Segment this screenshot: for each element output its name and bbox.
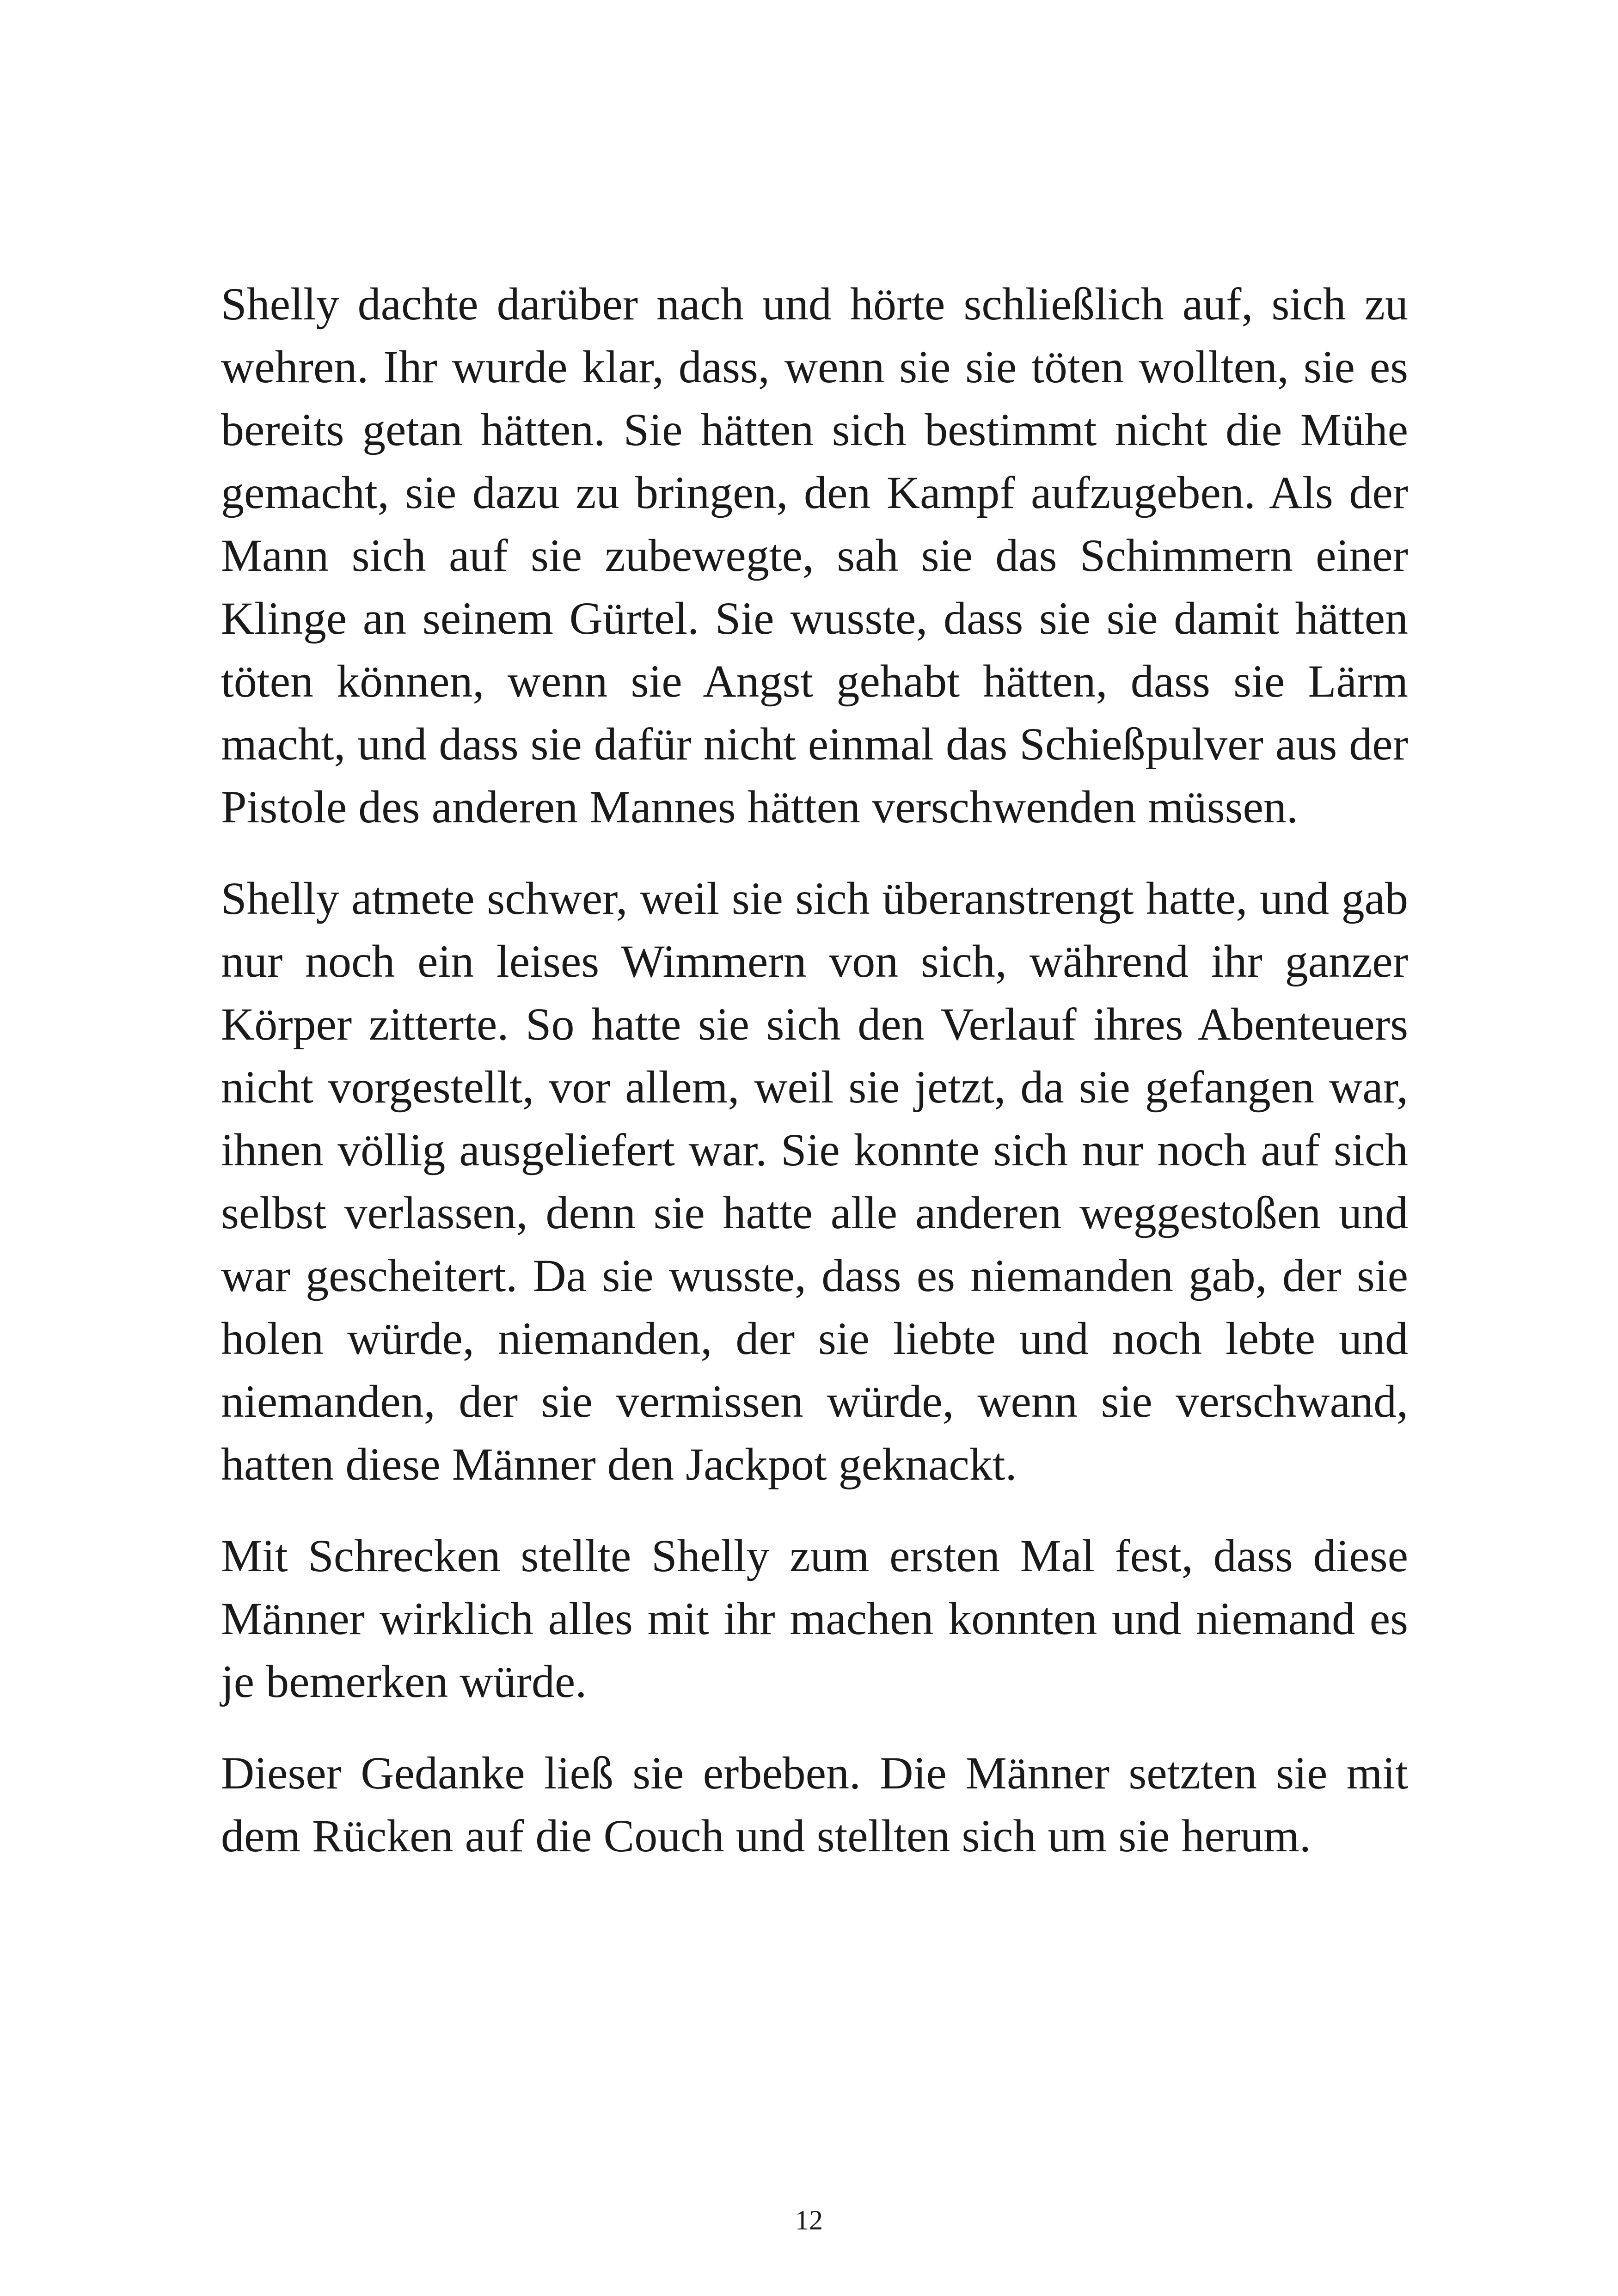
- paragraph-2: Shelly atmete schwer, weil sie sich überanstrengt hatte, und gab nur noch ein leises Wimmern von sich, während ihr ganzer Körper zitterte. So hatte sie sich den Verlauf ihres Abenteuers nicht vorgestellt, vor allem, weil sie jetzt, da sie gefangen war, ihnen völlig ausgeliefert war. Sie konnte sich nur noch auf sich selbst verlassen, denn sie hatte alle anderen weggestoßen und war gescheitert. Da sie wusste, dass es niemanden gab, der sie holen würde, niemanden, der sie liebte und noch lebte und niemanden, der sie vermissen würde, wenn sie verschwand, hatten diese Männer den Jackpot geknackt.: [221, 873, 1408, 1490]
- paragraph-1: Shelly dachte darüber nach und hörte schließlich auf, sich zu wehren. Ihr wurde klar, dass, wenn sie sie töten wollten, sie es bereits getan hätten. Sie hätten sich bestimmt nicht die Mühe gemacht, sie dazu zu bringen, den Kampf aufzugeben. Als der Mann sich auf sie zubewegte, sah sie das Schimmern einer Klinge an seinem Gürtel. Sie wusste, dass sie sie damit hätten töten können, wenn sie Angst gehabt hätten, dass sie Lärm macht, und dass sie dafür nicht einmal das Schießpulver aus der Pistole des anderen Mannes hätten verschwenden müssen.: [221, 278, 1408, 833]
- body-text: [221, 273, 1408, 1867]
- paragraph-3: Mit Schrecken stellte Shelly zum ersten Mal fest, dass diese Männer wirklich alles mit ihr machen konnten und niemand es je bemerken würde.: [221, 1530, 1408, 1707]
- page-number: 12: [795, 2205, 823, 2235]
- paragraph-4: Dieser Gedanke ließ sie erbeben. Die Männer setzten sie mit dem Rücken auf die Couch und stellten sich um sie herum.: [221, 1747, 1408, 1861]
